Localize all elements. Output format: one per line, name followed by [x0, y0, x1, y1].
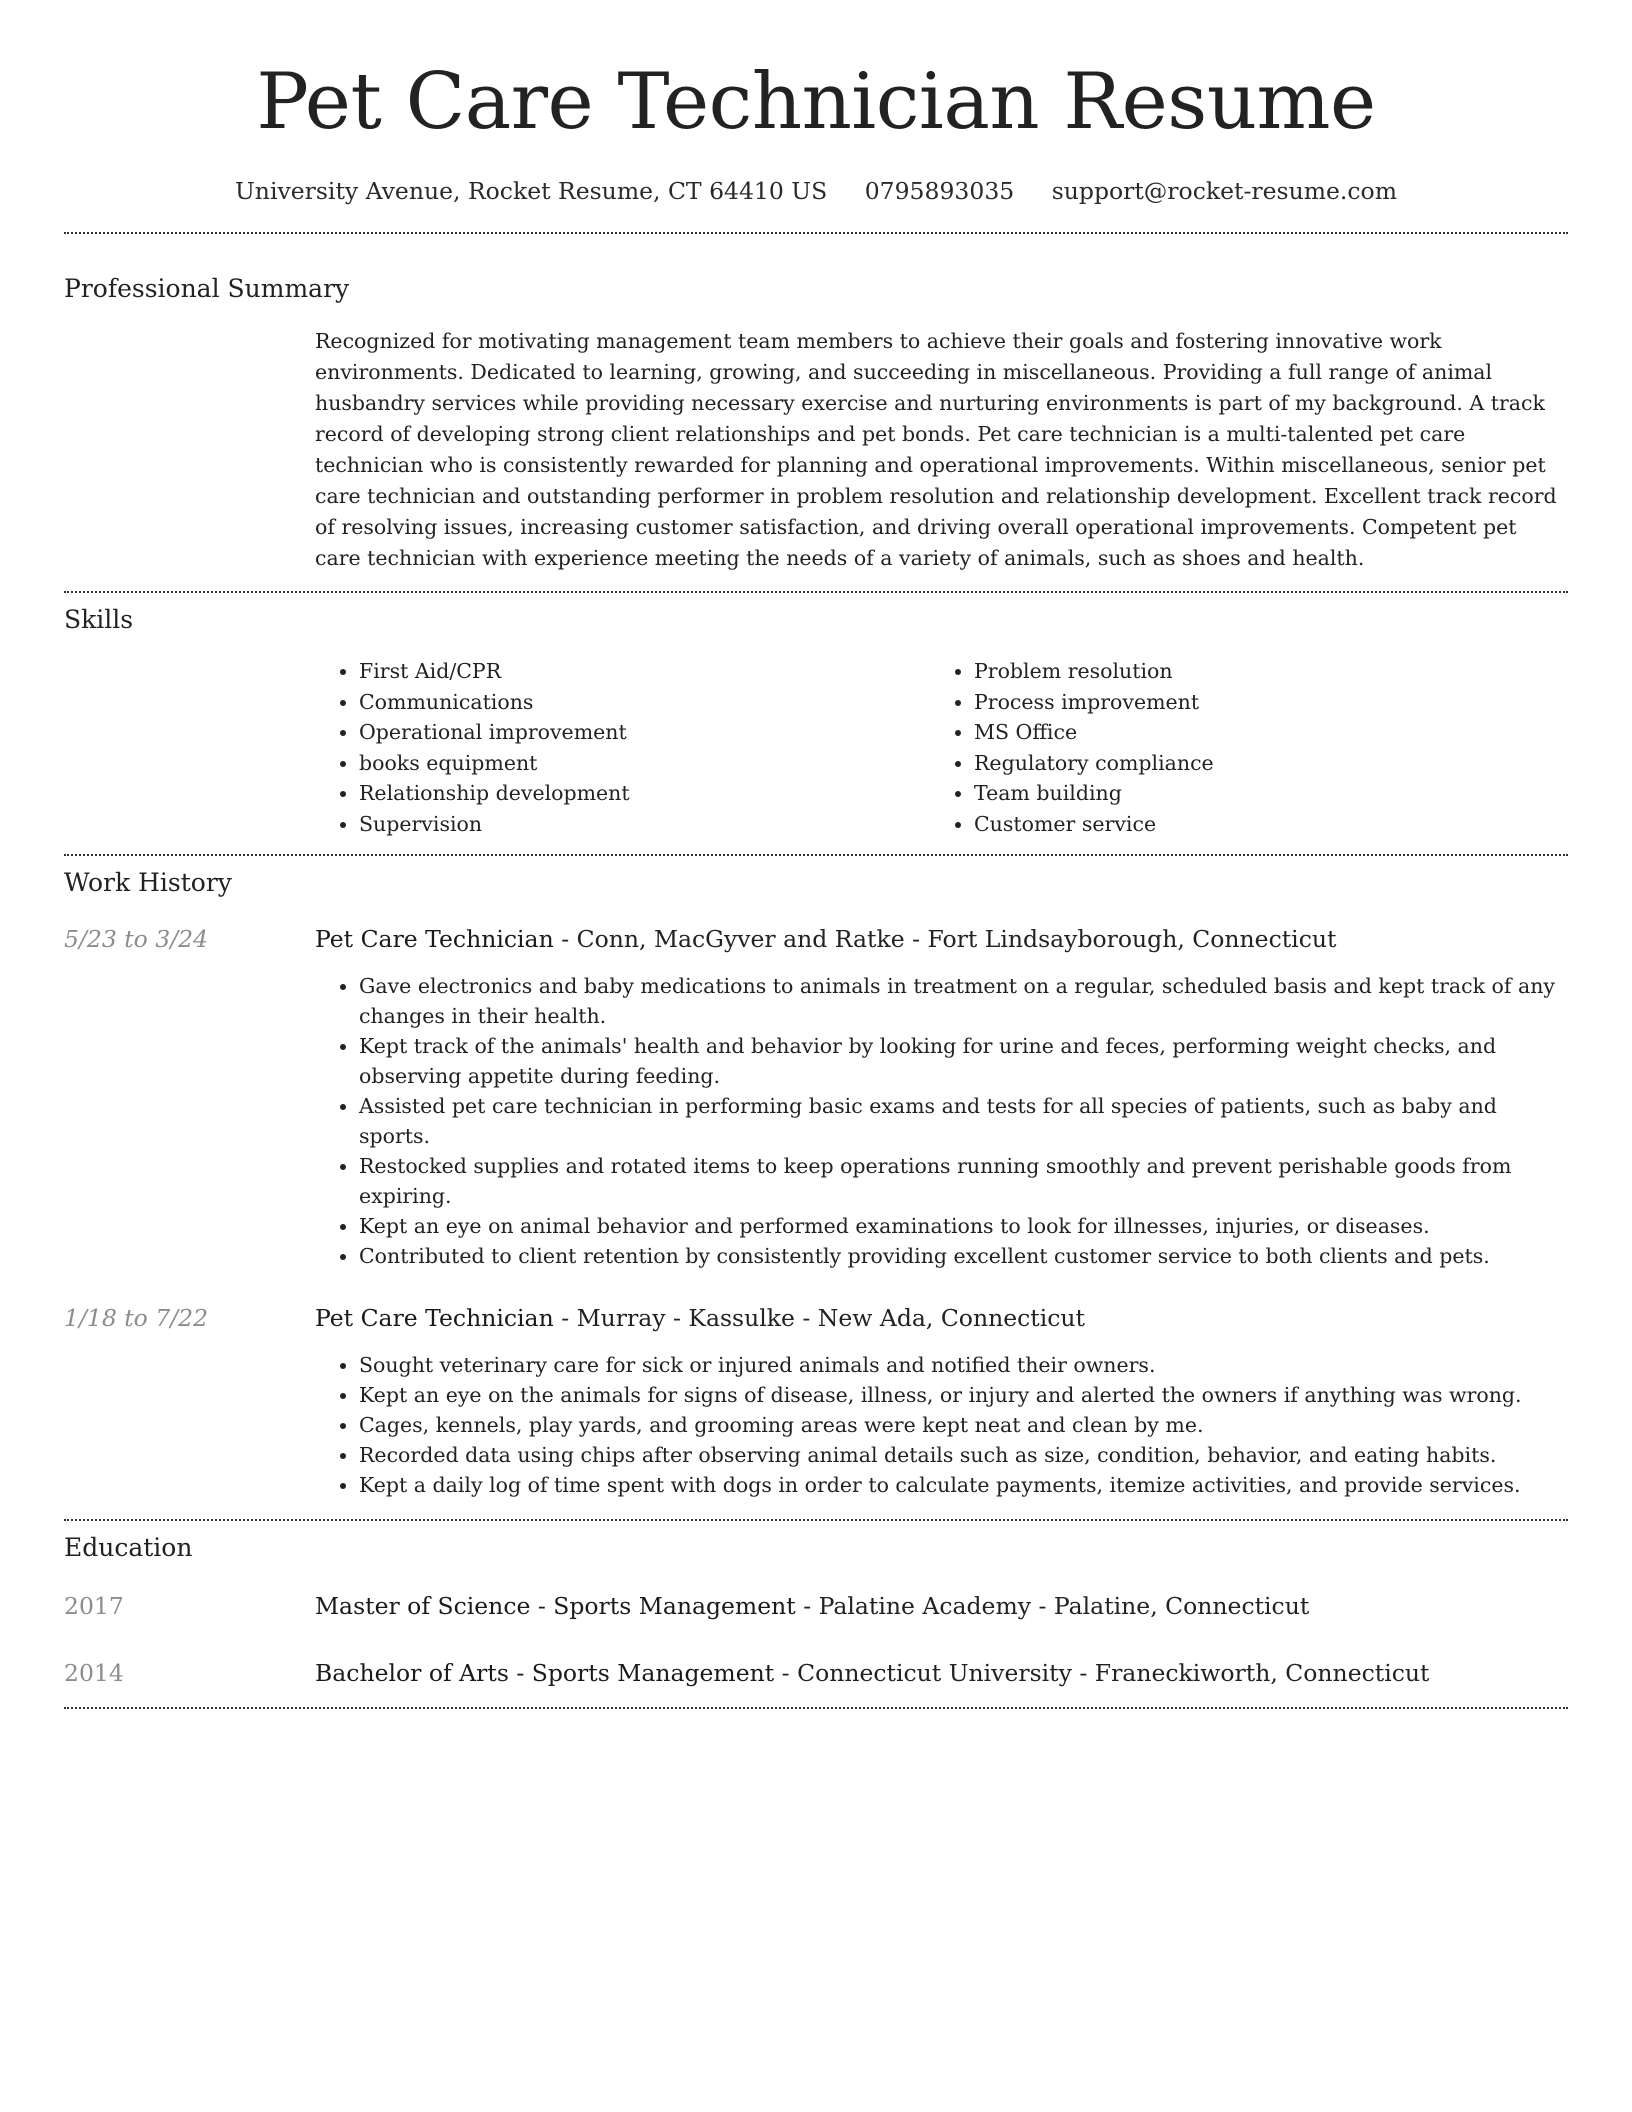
job-dates: 1/18 to 7/22 — [64, 1304, 209, 1332]
job-bullet: • Contributed to client retention by consistently providing excellent customer service to both clients and pets. — [359, 1241, 1568, 1271]
education-year: 2014 — [64, 1659, 124, 1687]
skills-column-right — [930, 656, 1545, 839]
education-details: - Palatine Academy - Palatine, Connecticut — [795, 1592, 1310, 1620]
job-bullet: • Kept a daily log of time spent with dogs in order to calculate payments, itemize activities, and provide services. — [359, 1470, 1568, 1500]
job-dates: 5/23 to 3/24 — [64, 925, 209, 953]
divider — [64, 591, 1568, 593]
job-header — [64, 1301, 1568, 1335]
skill-item: • Customer service — [974, 809, 1545, 840]
skill-item: • Problem resolution — [974, 656, 1545, 687]
job-bullet: • Recorded data using chips after observing animal details such as size, condition, behavior, and eating habits. — [359, 1440, 1568, 1470]
education-year: 2017 — [64, 1592, 124, 1620]
job-bullet: • Cages, kennels, play yards, and grooming areas were kept neat and clean by me. — [359, 1410, 1568, 1440]
job-role: Pet Care Technician — [315, 1304, 554, 1332]
summary-text: Recognized for motivating management team members to achieve their goals and fostering innovative work environments. Dedicated to learning, growing, and succeeding in miscellaneous. Providing a full range of animal husbandry services while providing necessary exercise and nurturing environments is part of my background. A track record of developing strong client relationships and pet bonds. Pet care technician is a multi-talented pet care technician who is consistently rewarded for planning and operational improvements. Within miscellaneous, senior pet care technician and outstanding performer in problem resolution and relationship development. Excellent track record of resolving issues, increasing customer satisfaction, and driving overall operational improvements. Competent pet care technician with experience meeting the needs of a variety of animals, such as shoes and health. — [315, 329, 1557, 570]
section-title-work-history: Work History — [64, 868, 232, 897]
skills-list — [315, 656, 1568, 839]
job-bullets — [315, 971, 1568, 1271]
skills-column-left — [315, 656, 930, 839]
resume-page — [64, 0, 1568, 1709]
education-degree: Bachelor of Arts - Sports Management — [315, 1659, 775, 1687]
resume-title: Pet Care Technician Resume — [256, 57, 1376, 147]
job-details: - Murray - Kassulke - New Ada, Connecticut — [553, 1304, 1085, 1332]
job-bullet: • Assisted pet care technician in performing basic exams and tests for all species of patients, such as baby and sports. — [359, 1091, 1568, 1151]
job-bullet: • Sought veterinary care for sick or injured animals and notified their owners. — [359, 1350, 1568, 1380]
skill-item: • Team building — [974, 778, 1545, 809]
skill-item: • MS Office — [974, 717, 1545, 748]
divider — [64, 232, 1568, 234]
job-bullet: • Kept an eye on the animals for signs of disease, illness, or injury and alerted the owners if anything was wrong. — [359, 1380, 1568, 1410]
skill-item: • Operational improvement — [359, 717, 930, 748]
education-details: - Connecticut University - Franeckiworth, Connecticut — [774, 1659, 1430, 1687]
skill-item: • First Aid/CPR — [359, 656, 930, 687]
job-bullets — [315, 1350, 1568, 1500]
skill-item: • Regulatory compliance — [974, 748, 1545, 779]
education-degree: Master of Science - Sports Management — [315, 1592, 796, 1620]
contact-email: support@rocket-resume.com — [1051, 177, 1397, 205]
education-title — [315, 1589, 1309, 1623]
section-title-skills: Skills — [64, 605, 134, 634]
job-title — [315, 922, 1336, 956]
job-entry — [64, 1301, 1568, 1500]
education-title — [315, 1656, 1429, 1690]
job-bullet: • Kept an eye on animal behavior and performed examinations to look for illnesses, injuries, or diseases. — [359, 1211, 1568, 1241]
skill-item: • books equipment — [359, 748, 930, 779]
job-title — [315, 1301, 1085, 1335]
job-details: - Conn, MacGyver and Ratke - Fort Lindsayborough, Connecticut — [553, 925, 1337, 953]
contact-line — [64, 174, 1568, 208]
education-entry — [64, 1589, 1568, 1623]
skill-item: • Supervision — [359, 809, 930, 840]
job-bullet: • Kept track of the animals' health and behavior by looking for urine and feces, performing weight checks, and observing appetite during feeding. — [359, 1031, 1568, 1091]
education-entry — [64, 1656, 1568, 1690]
divider — [64, 854, 1568, 856]
skill-item: • Process improvement — [974, 687, 1545, 718]
section-title-education: Education — [64, 1533, 193, 1562]
job-bullet: • Gave electronics and baby medications to animals in treatment on a regular, scheduled basis and kept track of any changes in their health. — [359, 971, 1568, 1031]
divider — [64, 1707, 1568, 1709]
divider — [64, 1519, 1568, 1521]
summary-block — [315, 326, 1568, 574]
skill-item: • Communications — [359, 687, 930, 718]
job-entry — [64, 922, 1568, 1271]
skill-item: • Relationship development — [359, 778, 930, 809]
contact-phone: 0795893035 — [864, 177, 1015, 205]
section-title-summary: Professional Summary — [64, 274, 350, 303]
job-role: Pet Care Technician — [315, 925, 554, 953]
job-header — [64, 922, 1568, 956]
job-bullet: • Restocked supplies and rotated items to keep operations running smoothly and prevent perishable goods from expiring. — [359, 1151, 1568, 1211]
contact-address: University Avenue, Rocket Resume, CT 64410 US — [235, 177, 828, 205]
